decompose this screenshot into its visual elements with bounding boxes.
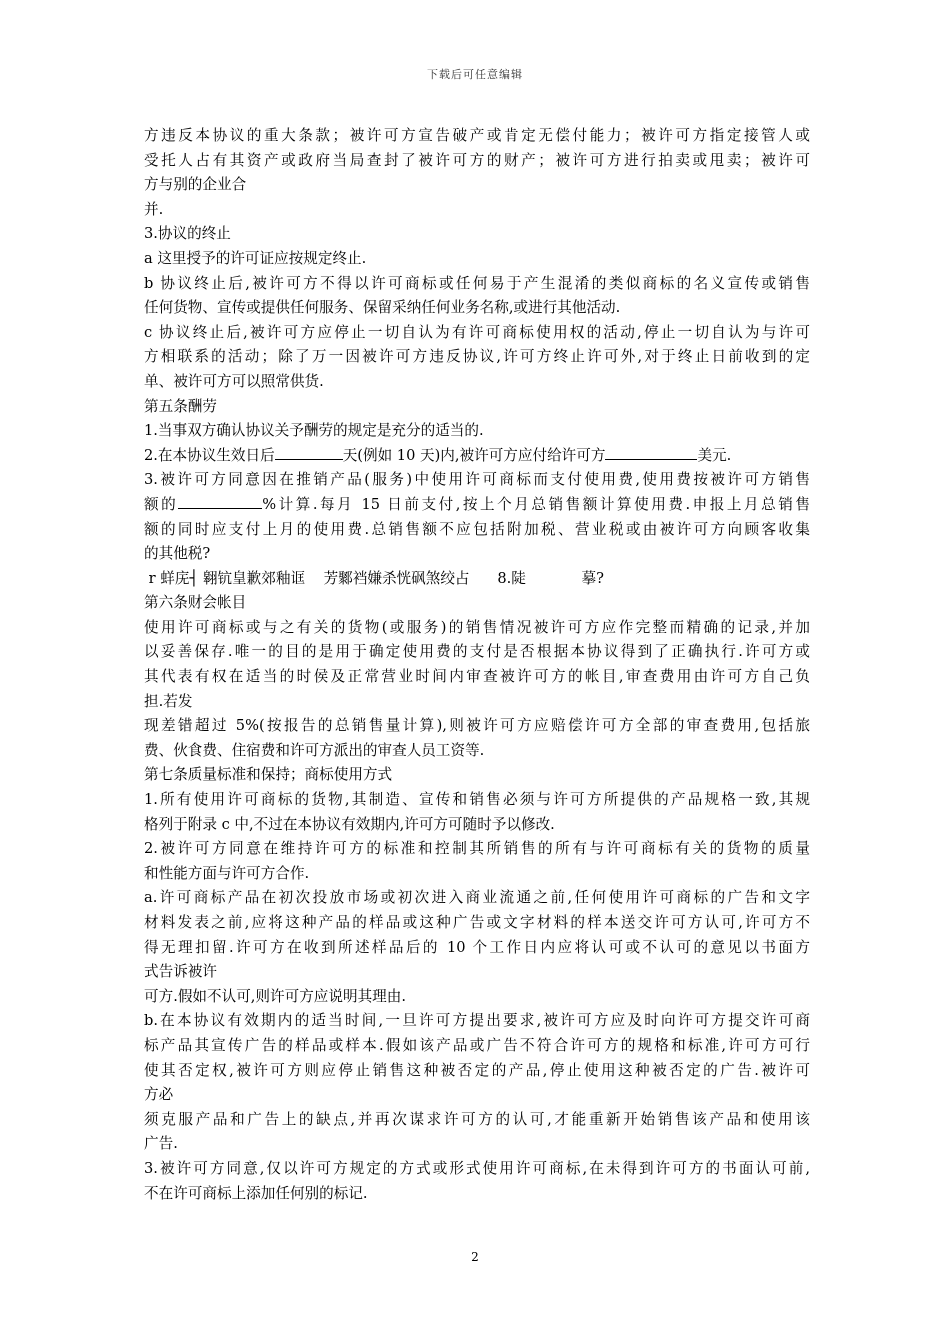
text-line: b.在本协议有效期内的适当时间,一旦许可方提出要求,被许可方应及时向许可方提交许可商 [144, 1012, 810, 1030]
text-line: 得无理扣留.许可方在收到所述样品后的 10 个工作日内应将认可或不认可的意见以书面方 [144, 938, 810, 956]
text-line: 费、伙食费、住宿费和许可方派出的审查人员工资等. [144, 741, 485, 759]
text-line: 额的同时应支付上月的使用费.总销售额不应包括附加税、营业税或由被许可方向顾客收集 [144, 520, 810, 538]
text-line: a.许可商标产品在初次投放市场或初次进入商业流通之前,任何使用许可商标的广告和文字 [144, 889, 810, 907]
text-line: 3.被许可方同意因在推销产品(服务)中使用许可商标而支付使用费,使用费按被许可方销售 [144, 471, 810, 489]
article-heading: 第七条质量标准和保持；商标使用方式 [144, 766, 393, 784]
fee-text-1: 2.在本协议生效日后 [144, 446, 275, 464]
text-line: 1.所有使用许可商标的货物,其制造、宣传和销售必须与许可方所提供的产品规格一致,其规 [144, 791, 810, 809]
fee-text-3: 美元. [697, 446, 732, 464]
text-line: 的其他税? [144, 545, 211, 563]
blank-amount [605, 445, 697, 460]
text-line: c 协议终止后,被许可方应停止一切自认为有许可商标使用权的活动,停止一切自认为与许可 [144, 323, 810, 341]
text-line: 现差错超过 5%(按报告的总销售量计算),则被许可方应赔偿许可方全部的审查费用,包括旅 [144, 717, 810, 735]
text-line: 使用许可商标或与之有关的货物(或服务)的销售情况被许可方应作完整而精确的记录,并加 [144, 618, 810, 636]
page-header: 下载后可任意编辑 [427, 68, 523, 81]
text-line: 3.被许可方同意,仅以许可方规定的方式或形式使用许可商标,在未得到许可方的书面认可前, [144, 1159, 810, 1177]
text-line: 方与别的企业合 [144, 176, 247, 194]
fee-line [144, 444, 810, 469]
text-line: 以妥善保存.唯一的目的是用于确定使用费的支付是否根据本协议得到了正确执行.许可方或 [144, 643, 810, 661]
text-line: a 这里授予的许可证应按规定终止. [144, 249, 367, 267]
pct-line [144, 493, 810, 518]
fee-text-2: 天(例如 10 天)内,被许可方应付给许可方 [342, 446, 606, 464]
page-number: 2 [471, 1250, 479, 1264]
text-line: 2.被许可方同意在维持许可方的标准和控制其所销售的所有与许可商标有关的货物的质量 [144, 840, 810, 858]
garbled-text-line: r 蛘庑┤ 翱钪皇歉郊釉诓 芳鄹裆嫌杀恍砜煞绞占 8.陡 摹? [144, 569, 604, 587]
text-line: 担.若发 [144, 692, 193, 710]
blank-days [275, 445, 343, 460]
text-line: 材料发表之前,应将这种产品的样品或这种广告或文字材料的样本送交许可方认可,许可方不 [144, 914, 810, 931]
text-line: 受托人占有其资产或政府当局查封了被许可方的财产；被许可方进行拍卖或甩卖；被许可 [144, 151, 810, 169]
text-line: 单、被许可方可以照常供货. [144, 372, 324, 390]
text-line: 须克服产品和广告上的缺点,并再次谋求许可方的认可,才能重新开始销售该产品和使用该 [144, 1110, 810, 1128]
text-line: 式告诉被许 [144, 963, 217, 981]
text-line: 并. [144, 200, 164, 218]
text-line: 方相联系的活动；除了万一因被许可方违反协议,许可方终止许可外,对于终止日前收到的定 [144, 348, 810, 366]
text-line: 可方.假如不认可,则许可方应说明其理由. [144, 987, 407, 1005]
text-line: 标产品其宣传广告的样品或样本.假如该产品或广告不符合许可方的规格和标准,许可方可行 [144, 1036, 810, 1054]
document-body [144, 124, 810, 1206]
pct-text-2: %计算.每月 15 日前支付,按上个月总销售额计算使用费.申报上月总销售 [262, 495, 810, 513]
text-line: 不在许可商标上添加任何别的标记. [144, 1184, 368, 1202]
text-line: 任何货物、宣传或提供任何服务、保留采纳任何业务名称,或进行其他活动. [144, 299, 621, 317]
section-heading: 3.协议的终止 [144, 225, 231, 243]
text-line: 格列于附录 c 中,不过在本协议有效期内,许可方可随时予以修改. [144, 815, 555, 833]
text-line: 和性能方面与许可方合作. [144, 864, 310, 882]
blank-percent [178, 494, 262, 509]
text-line: 广告. [144, 1135, 178, 1153]
text-line: 使其否定权,被许可方则应停止销售这种被否定的产品,停止使用这种被否定的广告.被许可 [144, 1061, 810, 1079]
article-heading: 第五条酬劳 [144, 397, 217, 415]
article-heading: 第六条财会帐目 [144, 594, 247, 612]
text-line: 方违反本协议的重大条款；被许可方宣告破产或肯定无偿付能力；被许可方指定接管人或 [144, 127, 810, 144]
text-line: 1.当事双方确认协议关予酬劳的规定是充分的适当的. [144, 422, 484, 440]
text-line: 其代表有权在适当的时侯及正常营业时间内审查被许可方的帐目,审查费用由许可方自己负 [144, 668, 810, 686]
text-line: b 协议终止后,被许可方不得以许可商标或任何易于产生混淆的类似商标的名义宣传或销售 [144, 274, 810, 292]
pct-text-1: 额的 [144, 495, 179, 513]
text-line: 方必 [144, 1086, 174, 1104]
